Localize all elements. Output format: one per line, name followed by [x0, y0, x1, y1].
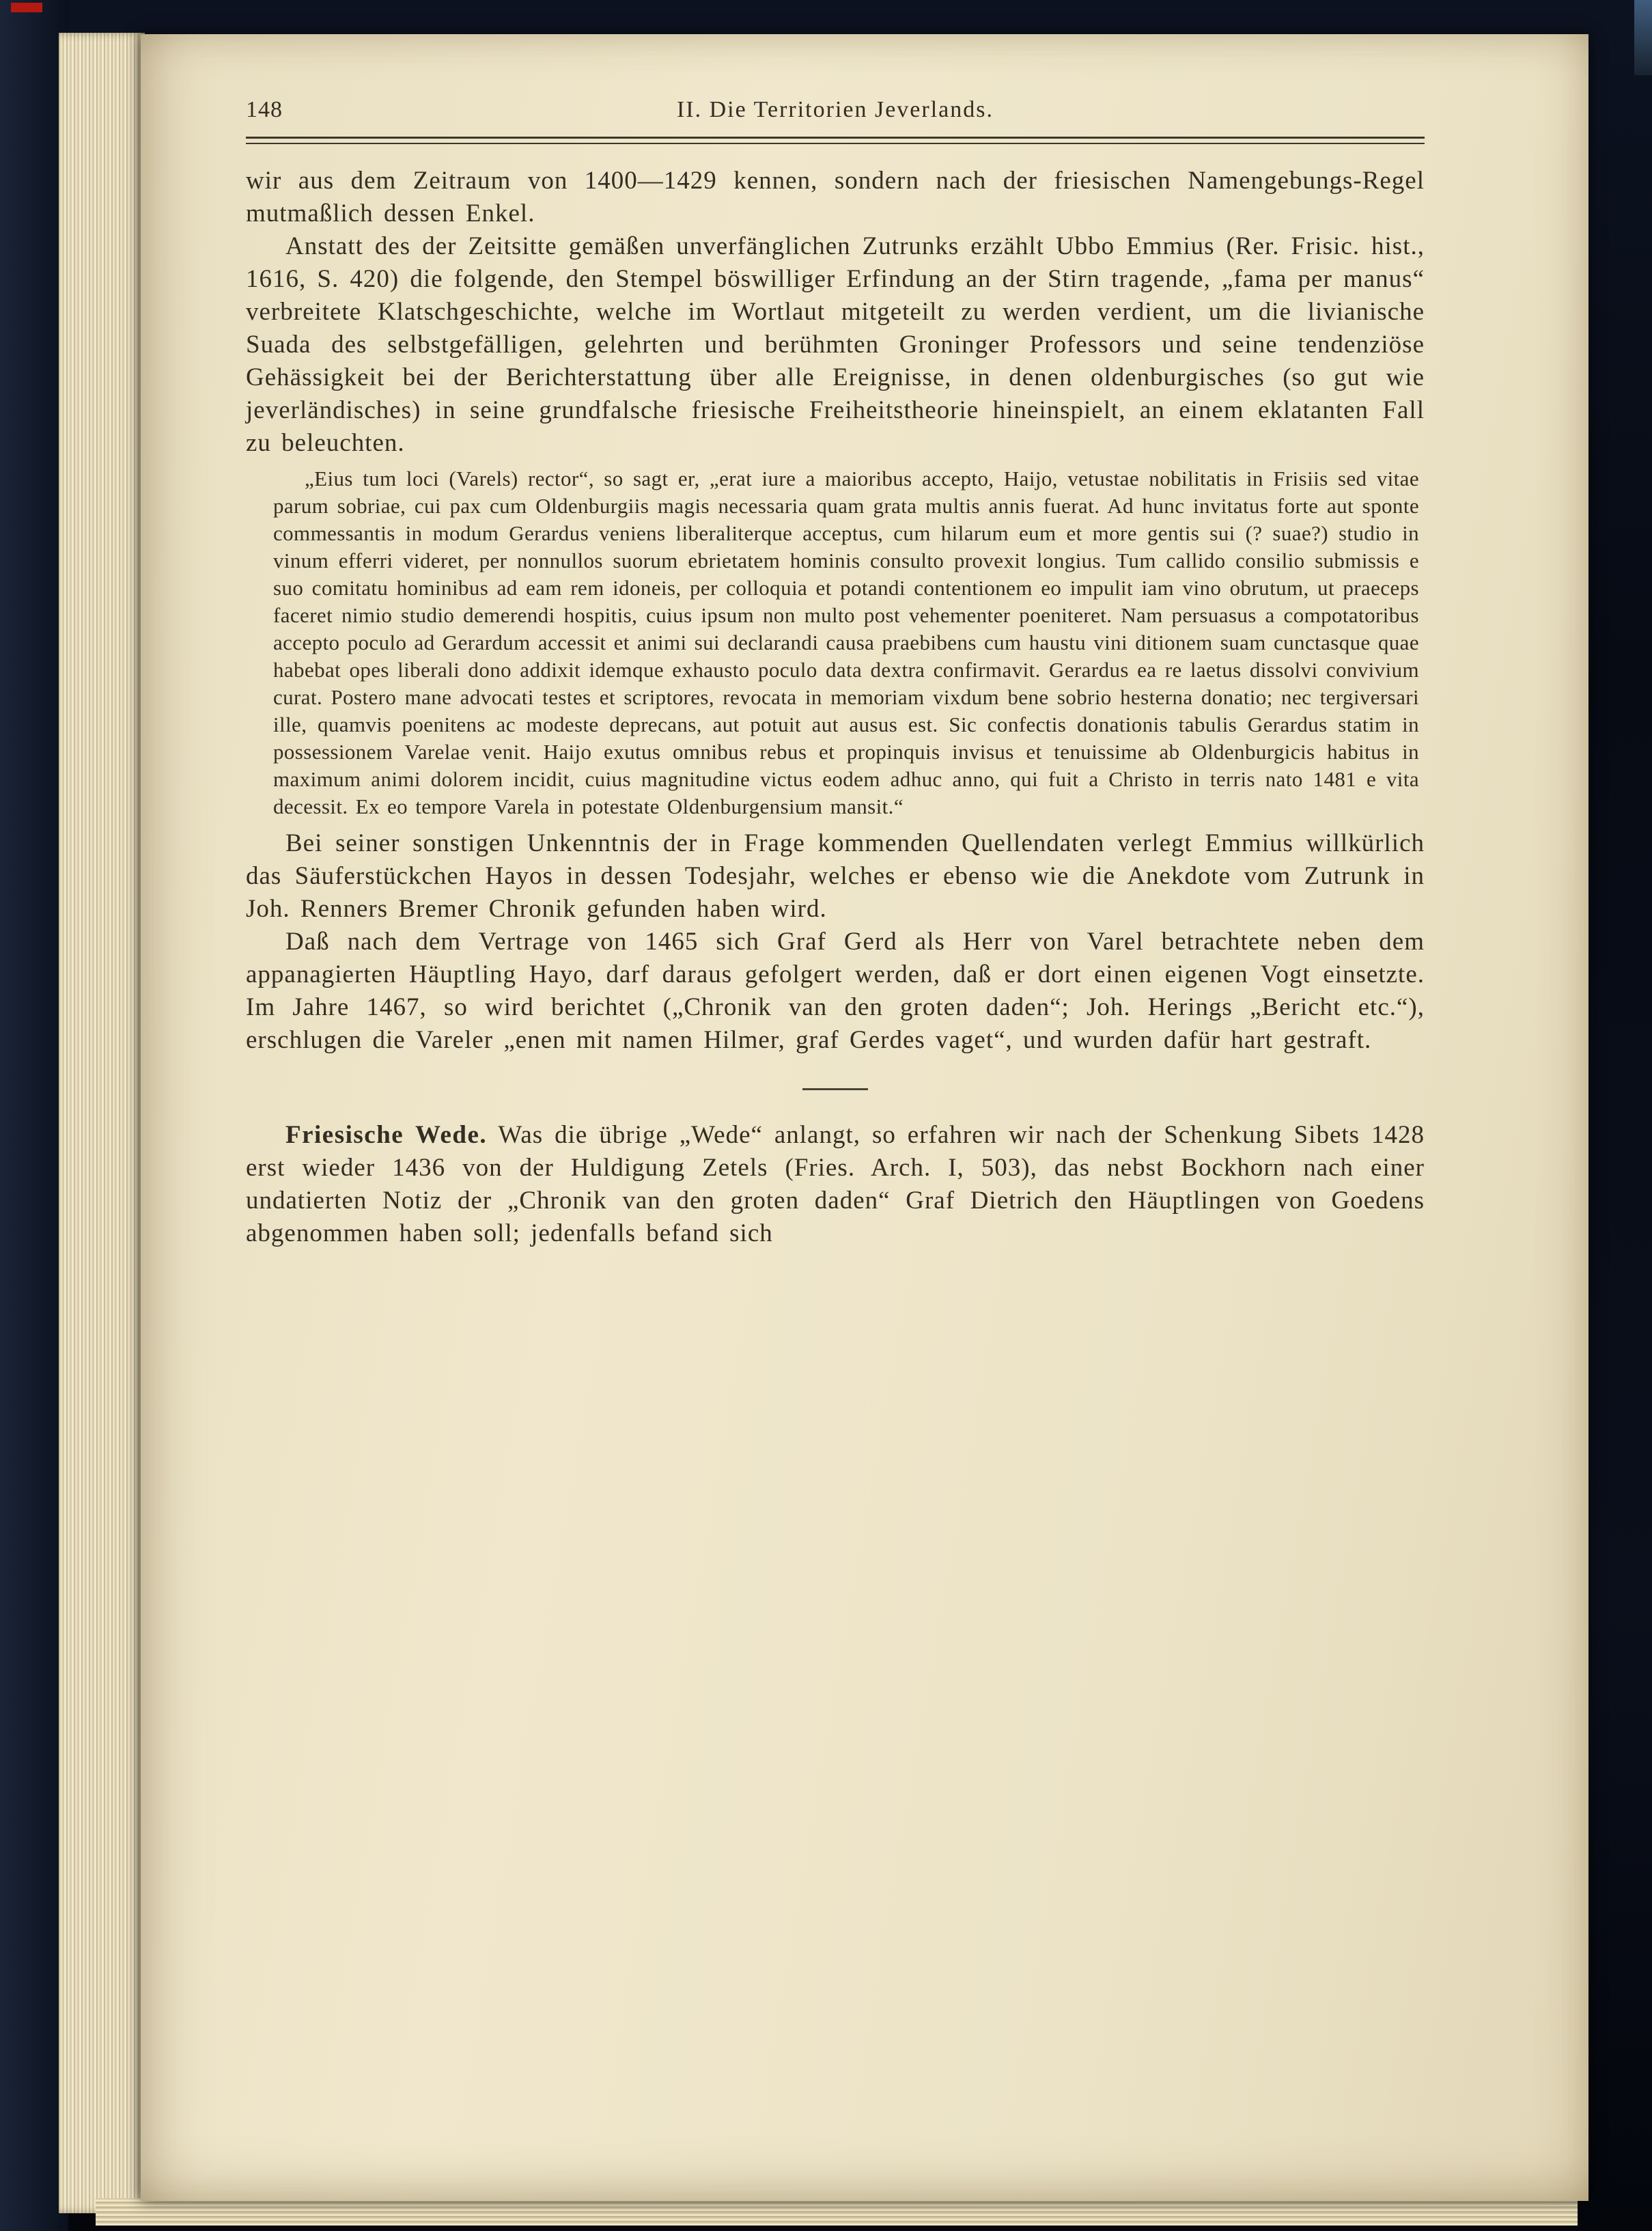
type-area [246, 97, 1425, 1250]
latin-quote-block: „Eius tum loci (Varels) rector“, so sagt er, „erat iure a maioribus accepto, Haijo, vetustae nobilitatis in Frisiis sed vitae parum sobriae, cui pax cum Oldenburgiis magis necessaria quam grata multis annis fuerat. Ad hunc invitatus forte aut sponte commessantis in modum Gerardus veniens liberaliterque acceptus, cum hilarum eum et more gentis sui (? suae?) studio in vinum efferri videret, per nonnullos suorum ebrietatem hominis consulto provexit longius. Tum callido consilio submissis e suo comitatu hominibus ad eam rem idoneis, per colloquia et potandi contentionem eo impulit iam vino obrutum, ut praeceps faceret nimio studio demerendi hospitis, cuius ipsum non multo post vehementer poeniteret. Nam persuasus a compotatoribus accepto poculo ad Gerardum accessit et animi sui declarandi causa praebibens cum haustu vini ditionem suam cunctasque quae habebat opes liberali dono addixit idemque exhausto poculo data dextra confirmavit. Gerardus ea re laetus dissolvi convivium curat. Postero mane advocati testes et scriptores, revocata in memoriam vixdum bene sobrio hesterna donatio; nec tergiversari ille, quamvis poenitens ac modeste deprecans, aut potuit aut ausus est. Sic confectis donationis tabulis Gerardus statim in possessionem Varelae venit. Haijo exutus omnibus rebus et propinquis invisus et tenuissime ab Oldenburgicis habitus in maximum animi dolorem incidit, cuius magnitudine victus eodem adhuc anno, qui fuit a Christo in terris nato 1481 e vita decessit. Ex eo tempore Varela in potestate Oldenburgensium mansit.“ [273, 467, 1419, 818]
red-mark [11, 3, 42, 12]
page-edges-bottom [96, 2198, 1578, 2226]
paragraph: Bei seiner sonstigen Unkenntnis der in Frage kommenden Quellendaten verlegt Emmius willkürlich das Säuferstückchen Hayos in dessen Todesjahr, welches er ebenso wie die Anekdote vom Zutrunk in Joh. Renners Bremer Chronik gefunden haben wird. [246, 829, 1425, 923]
section-title: Friesische Wede. [285, 1121, 488, 1149]
running-header [246, 97, 1425, 128]
section-paragraph [246, 1119, 1425, 1250]
paragraph: wir aus dem Zeitraum von 1400—1429 kennen, sondern nach der friesischen Namengebungs-Regel mutmaßlich dessen Enkel. [246, 167, 1425, 227]
book-spine-cover [0, 0, 68, 2231]
header-double-rule [246, 137, 1425, 144]
section-divider [802, 1088, 868, 1090]
book-page [141, 34, 1588, 2201]
paragraph: Anstatt des der Zeitsitte gemäßen unverfänglichen Zutrunks erzählt Ubbo Emmius (Rer. Frisic. hist., 1616, S. 420) die folgende, den Stempel böswilliger Erfindung an der Stirn tragende, „fama per manus“ verbreitete Klatschgeschichte, welche im Wortlaut mitgeteilt zu werden verdient, um die livianische Suada des selbstgefälligen, gelehrten und berühmten Groninger Professors und seine tendenziöse Gehässigkeit bei der Berichterstattung über alle Ereignisse, in denen oldenburgisches (so gut wie jeverländisches) in seine grundfalsche friesische Freiheitstheorie hineinspielt, an einem eklatanten Fall zu beleuchten. [246, 232, 1425, 457]
paragraph: Daß nach dem Vertrage von 1465 sich Graf Gerd als Herr von Varel betrachtete neben dem appanagierten Häuptling Hayo, darf daraus gefolgert werden, daß er dort einen eigenen Vogt einsetzte. Im Jahre 1467, so wird berichtet („Chronik van den groten daden“; Joh. Herings „Bericht etc.“), erschlugen die Vareler „enen mit namen Hilmer, graf Gerdes vaget“, und wurden dafür hart gestraft. [246, 928, 1425, 1054]
page-edges-left [59, 33, 145, 2213]
cover-edge-highlight [1634, 0, 1652, 75]
section-text: Was die übrige „Wede“ anlangt, so erfahren wir nach der Schenkung Sibets 1428 erst wieder 1436 von der Huldigung Zetels (Fries. Arch. I, 503), das nebst Bockhorn nach einer undatierten Notiz der „Chronik van den groten daden“ Graf Dietrich den Häuptlingen von Goedens abgenommen haben soll; jedenfalls befand sich [246, 1121, 1425, 1247]
body-text [246, 165, 1425, 1250]
running-title: II. Die Territorien Jeverlands. [676, 97, 994, 122]
page-number: 148 [246, 97, 283, 122]
